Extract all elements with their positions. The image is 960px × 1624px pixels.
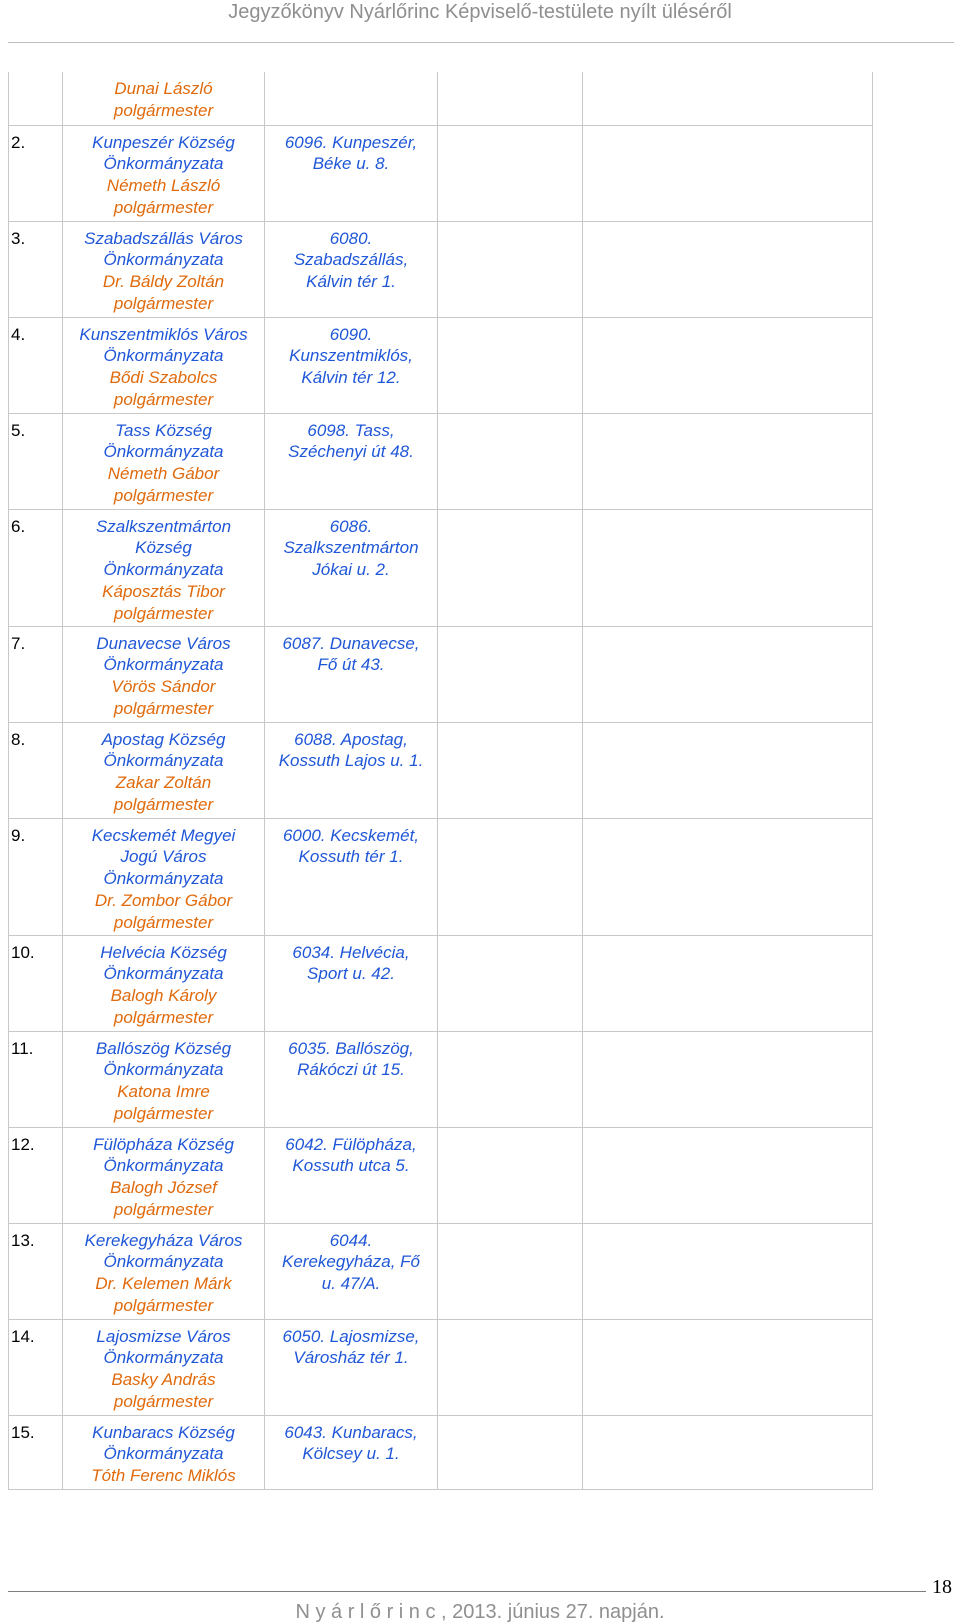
municipality-name: Önkormányzata	[103, 1060, 224, 1080]
address-line: Városház tér 1.	[293, 1348, 409, 1368]
mayor-title: polgármester	[113, 603, 214, 623]
municipality-name: Kunszentmiklós Város	[79, 324, 248, 344]
municipality-cell	[63, 413, 265, 509]
empty-cell	[583, 509, 873, 626]
address-line: 6090.	[329, 324, 373, 344]
address-line: Kossuth utca 5.	[292, 1156, 410, 1176]
address-line: Széchenyi út 48.	[288, 442, 414, 462]
address-line: 6096. Kunpeszér,	[284, 132, 418, 152]
table-row	[9, 1031, 873, 1127]
address-line: 6080.	[329, 228, 373, 248]
mayor-name: Németh Gábor	[107, 464, 220, 484]
table-row	[9, 1223, 873, 1319]
address-line: Szabadszállás,	[293, 250, 409, 270]
mayor-title: polgármester	[113, 389, 214, 409]
address-cell	[265, 1415, 438, 1489]
table-row	[9, 317, 873, 413]
empty-cell	[438, 72, 583, 125]
mayor-name: Dunai László	[114, 79, 213, 98]
mayor-name: Vörös Sándor	[111, 677, 216, 697]
mayor-title: polgármester	[113, 1199, 214, 1219]
municipality-name: Kunbaracs Község	[92, 1422, 235, 1442]
page-header: Jegyzőkönyv Nyárlőrinc Képviselő-testülete nyílt üléséről	[228, 1, 732, 23]
municipality-name: Község	[135, 538, 192, 558]
municipality-name: Önkormányzata	[103, 751, 224, 771]
empty-cell	[438, 317, 583, 413]
footer-divider	[8, 1591, 926, 1592]
municipality-name: Jogú Város	[120, 847, 207, 867]
empty-cell	[583, 221, 873, 317]
municipality-cell	[63, 1031, 265, 1127]
municipality-cell	[63, 1415, 265, 1489]
address-line: 6098. Tass,	[307, 420, 395, 440]
address-line: Jókai u. 2.	[312, 560, 390, 580]
municipality-name: Önkormányzata	[103, 346, 224, 366]
mayor-name: Balogh József	[110, 1178, 217, 1198]
address-cell	[265, 125, 438, 221]
empty-cell	[583, 1223, 873, 1319]
row-number	[9, 72, 63, 125]
table-row	[9, 1415, 873, 1489]
address-cell	[265, 1223, 438, 1319]
municipality-cell	[63, 509, 265, 626]
address-line: 6044.	[329, 1230, 373, 1250]
municipality-name: Apostag Község	[101, 729, 226, 749]
empty-cell	[583, 1031, 873, 1127]
address-line: 6088. Apostag,	[294, 729, 408, 749]
address-cell	[265, 317, 438, 413]
address-line: Kunszentmiklós,	[289, 346, 413, 366]
address-cell	[265, 935, 438, 1031]
municipality-name: Önkormányzata	[103, 1252, 224, 1272]
table-row	[9, 722, 873, 818]
table-row	[9, 221, 873, 317]
table-row	[9, 125, 873, 221]
empty-cell	[438, 125, 583, 221]
table-body	[9, 72, 873, 1489]
municipality-name: Fülöpháza Község	[93, 1134, 234, 1154]
empty-cell	[438, 509, 583, 626]
empty-cell	[583, 1127, 873, 1223]
mayor-name: Káposztás Tibor	[102, 581, 225, 601]
mayor-title: polgármester	[113, 293, 214, 313]
municipality-cell	[63, 221, 265, 317]
address-cell	[265, 722, 438, 818]
municipality-name: Önkormányzata	[103, 1156, 224, 1176]
mayor-title: polgármester	[113, 197, 214, 217]
municipality-name: Önkormányzata	[103, 964, 224, 984]
municipality-cell	[63, 125, 265, 221]
mayor-title: polgármester	[113, 100, 214, 120]
municipality-name: Önkormányzata	[103, 560, 224, 580]
municipality-name: Ballószög Község	[95, 1038, 232, 1058]
header-divider	[8, 42, 954, 43]
row-number: 5.	[9, 413, 63, 509]
empty-cell	[438, 722, 583, 818]
table-row	[9, 72, 873, 125]
empty-cell	[583, 72, 873, 125]
empty-cell	[438, 221, 583, 317]
municipality-name: Helvécia Község	[100, 942, 227, 962]
address-cell	[265, 626, 438, 722]
empty-cell	[438, 1223, 583, 1319]
address-line: Kerekegyháza, Fő	[282, 1252, 420, 1272]
row-number: 4.	[9, 317, 63, 413]
row-number: 3.	[9, 221, 63, 317]
address-cell	[265, 1319, 438, 1415]
row-number: 12.	[9, 1127, 63, 1223]
municipality-cell	[63, 1319, 265, 1415]
municipality-cell	[63, 317, 265, 413]
mayor-title: polgármester	[113, 698, 214, 718]
address-cell	[265, 509, 438, 626]
municipality-name: Szabadszállás Város	[84, 228, 243, 248]
address-line: Kossuth Lajos u. 1.	[278, 751, 424, 771]
table-row	[9, 626, 873, 722]
municipality-name: Önkormányzata	[103, 250, 224, 270]
empty-cell	[438, 935, 583, 1031]
address-line: 6042. Fülöpháza,	[285, 1134, 417, 1154]
address-line: 6034. Helvécia,	[292, 942, 410, 962]
page-number: 18	[932, 1576, 952, 1598]
table-row	[9, 1319, 873, 1415]
row-number: 6.	[9, 509, 63, 626]
table-row	[9, 509, 873, 626]
table-row	[9, 1127, 873, 1223]
address-line: 6086.	[329, 516, 373, 536]
municipality-name: Dunavecse Város	[96, 633, 231, 653]
mayor-name: Dr. Kelemen Márk	[95, 1274, 232, 1294]
mayor-name: Zakar Zoltán	[115, 773, 212, 793]
mayor-name: Dr. Báldy Zoltán	[102, 272, 225, 292]
municipality-name: Önkormányzata	[103, 655, 224, 675]
municipality-name: Önkormányzata	[103, 442, 224, 462]
mayor-title: polgármester	[113, 794, 214, 814]
address-line: Sport u. 42.	[307, 964, 395, 984]
empty-cell	[583, 935, 873, 1031]
mayor-title: polgármester	[113, 485, 214, 505]
empty-cell	[438, 413, 583, 509]
empty-cell	[583, 818, 873, 935]
row-number: 9.	[9, 818, 63, 935]
mayor-name: Bődi Szabolcs	[109, 368, 218, 388]
empty-cell	[583, 1415, 873, 1489]
table-row	[9, 818, 873, 935]
empty-cell	[438, 818, 583, 935]
mayor-title: polgármester	[113, 1007, 214, 1027]
municipality-name: Önkormányzata	[103, 1348, 224, 1368]
mayor-title: polgármester	[113, 912, 214, 932]
row-number: 2.	[9, 125, 63, 221]
municipality-cell	[63, 72, 265, 125]
municipality-name: Szalkszentmárton	[95, 516, 232, 536]
municipality-cell	[63, 722, 265, 818]
address-line: Kossuth tér 1.	[298, 847, 404, 867]
municipality-name: Tass Község	[115, 420, 212, 440]
mayor-name: Tóth Ferenc Miklós	[91, 1466, 236, 1486]
municipality-cell	[63, 626, 265, 722]
mayor-name: Balogh Károly	[110, 986, 217, 1006]
table-row	[9, 935, 873, 1031]
mayor-title: polgármester	[113, 1295, 214, 1315]
empty-cell	[438, 1319, 583, 1415]
municipality-name: Kunpeszér Község	[92, 132, 235, 152]
row-number: 14.	[9, 1319, 63, 1415]
municipality-name: Kerekegyháza Város	[84, 1230, 243, 1250]
address-line: Kálvin tér 1.	[306, 272, 396, 292]
mayor-name: Németh László	[106, 176, 221, 196]
address-line: 6035. Ballószög,	[288, 1038, 414, 1058]
municipality-name: Önkormányzata	[103, 154, 224, 174]
address-line: Szalkszentmárton	[283, 538, 419, 558]
empty-cell	[583, 626, 873, 722]
address-cell	[265, 1127, 438, 1223]
empty-cell	[583, 1319, 873, 1415]
mayor-title: polgármester	[113, 1103, 214, 1123]
address-line: Béke u. 8.	[312, 154, 390, 174]
address-cell	[265, 413, 438, 509]
address-line: 6087. Dunavecse,	[282, 633, 420, 653]
address-line: 6000. Kecskemét,	[282, 825, 420, 845]
mayor-name: Basky András	[111, 1370, 216, 1390]
empty-cell	[583, 317, 873, 413]
address-cell	[265, 1031, 438, 1127]
address-line: 6050. Lajosmizse,	[282, 1326, 420, 1346]
empty-cell	[438, 1127, 583, 1223]
municipality-table	[8, 72, 873, 1490]
empty-cell	[438, 1031, 583, 1127]
empty-cell	[583, 722, 873, 818]
page-footer: N y á r l ő r i n c , 2013. június 27. napján.	[295, 1601, 665, 1623]
table-row	[9, 413, 873, 509]
address-line: 6043. Kunbaracs,	[284, 1422, 418, 1442]
address-line: Fő út 43.	[317, 655, 385, 675]
row-number: 15.	[9, 1415, 63, 1489]
municipality-name: Kecskemét Megyei	[91, 825, 236, 845]
address-line: Kálvin tér 12.	[301, 368, 401, 388]
municipality-name: Önkormányzata	[103, 1444, 224, 1464]
empty-cell	[438, 626, 583, 722]
municipality-name: Lajosmizse Város	[96, 1326, 231, 1346]
municipality-name: Önkormányzata	[103, 869, 224, 889]
mayor-name: Katona Imre	[117, 1082, 210, 1102]
address-cell	[265, 221, 438, 317]
empty-cell	[583, 125, 873, 221]
empty-cell	[583, 413, 873, 509]
empty-cell	[438, 1415, 583, 1489]
address-cell	[265, 72, 438, 125]
row-number: 11.	[9, 1031, 63, 1127]
mayor-name: Dr. Zombor Gábor	[94, 890, 233, 910]
address-line: Kölcsey u. 1.	[302, 1444, 400, 1464]
municipality-cell	[63, 1127, 265, 1223]
row-number: 13.	[9, 1223, 63, 1319]
row-number: 7.	[9, 626, 63, 722]
row-number: 10.	[9, 935, 63, 1031]
mayor-title: polgármester	[113, 1391, 214, 1411]
address-line: Rákóczi út 15.	[297, 1060, 405, 1080]
address-line: u. 47/A.	[321, 1274, 381, 1294]
municipality-cell	[63, 935, 265, 1031]
row-number: 8.	[9, 722, 63, 818]
address-cell	[265, 818, 438, 935]
municipality-cell	[63, 1223, 265, 1319]
municipality-cell	[63, 818, 265, 935]
